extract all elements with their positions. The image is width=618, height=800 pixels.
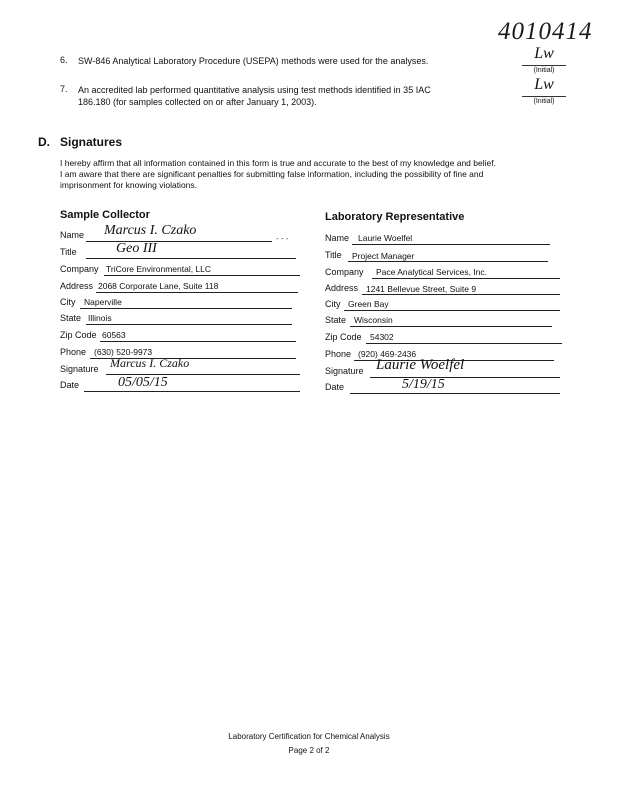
collector-signature: Marcus I. Czako <box>110 356 190 370</box>
section-letter: D. <box>38 135 50 149</box>
collector-city-value: Naperville <box>84 297 122 307</box>
lab-name-line <box>352 244 550 245</box>
lab-city-value: Green Bay <box>348 299 389 309</box>
collector-date-label: Date <box>60 380 80 390</box>
lab-address-value: 1241 Bellevue Street, Suite 9 <box>366 284 477 294</box>
lab-city-label: City <box>325 299 341 309</box>
collector-address-value: 2068 Corporate Lane, Suite 118 <box>98 281 219 291</box>
lab-date-line <box>350 393 560 394</box>
lab-phone-value: (920) 469-2436 <box>358 349 417 359</box>
collector-address-line <box>96 292 298 293</box>
affirmation-line: imprisonment for knowing violations. <box>60 180 198 190</box>
item-number: 6. <box>60 55 68 65</box>
item-number: 7. <box>60 84 68 94</box>
collector-company-line <box>104 275 300 276</box>
lab-address-line <box>362 294 560 295</box>
lab-city-line <box>344 310 560 311</box>
collector-state-value: Illinois <box>88 313 112 323</box>
collector-name-label: Name <box>60 230 85 240</box>
collector-heading: Sample Collector <box>60 209 150 221</box>
collector-city-line <box>80 308 292 309</box>
collector-date-value: 05/05/15 <box>118 375 168 390</box>
collector-zip-line <box>100 341 296 342</box>
footer-title: Laboratory Certification for Chemical Analysis <box>228 732 390 741</box>
lab-phone-label: Phone <box>325 349 352 359</box>
lab-title-label: Title <box>325 250 342 260</box>
lab-signature-label: Signature <box>325 366 364 376</box>
collector-zip-label: Zip Code <box>60 330 97 340</box>
collector-signature-label: Signature <box>60 364 99 374</box>
initial-line <box>522 65 566 66</box>
lab-signature-line <box>370 377 560 378</box>
lab-zip-value: 54302 <box>370 332 394 342</box>
lab-title-line <box>348 261 548 262</box>
collector-company-value: TriCore Environmental, LLC <box>106 264 212 274</box>
item-text: An accredited lab performed quantitative analysis using test methods identified in 35 IAC <box>78 85 431 95</box>
dash-mark: - - - <box>276 234 289 243</box>
lab-company-line <box>372 278 560 279</box>
page-reference-number: 4010414 <box>498 18 593 45</box>
lab-company-label: Company <box>325 267 364 277</box>
lab-heading: Laboratory Representative <box>325 211 465 223</box>
collector-company-label: Company <box>60 264 99 274</box>
collector-title-value: Geo III <box>116 241 157 256</box>
collector-phone-value: (630) 520-9973 <box>94 347 153 357</box>
collector-name-value: Marcus I. Czako <box>104 223 197 238</box>
collector-phone-label: Phone <box>60 347 87 357</box>
collector-title-line <box>86 258 296 259</box>
lab-signature: Laurie Woelfel <box>376 357 465 373</box>
collector-address-label: Address <box>60 281 94 291</box>
initial-handwriting: Lw <box>534 45 554 62</box>
lab-state-line <box>350 326 552 327</box>
collector-state-line <box>86 324 292 325</box>
initial-line <box>522 96 566 97</box>
lab-zip-line <box>366 343 562 344</box>
lab-state-value: Wisconsin <box>354 315 393 325</box>
initial-label: (Initial) <box>533 98 555 105</box>
section-title: Signatures <box>60 135 123 149</box>
lab-date-value: 5/19/15 <box>402 377 445 392</box>
collector-title-label: Title <box>60 247 77 257</box>
lab-name-value: Laurie Woelfel <box>358 233 413 243</box>
lab-address-label: Address <box>325 283 359 293</box>
item-text: SW-846 Analytical Laboratory Procedure (USEPA) methods were used for the analyses. <box>78 56 429 66</box>
collector-zip-value: 60563 <box>102 330 126 340</box>
affirmation-line: I hereby affirm that all information contained in this form is true and accurate to the best of my knowledge and belief. <box>60 158 496 168</box>
collector-date-line <box>84 391 300 392</box>
lab-title-value: Project Manager <box>352 251 415 261</box>
initial-handwriting: Lw <box>534 76 554 93</box>
affirmation-line: I am aware that there are significant penalties for submitting false information, including the possibility of fine and <box>60 169 484 179</box>
lab-state-label: State <box>325 315 347 325</box>
item-text: 186.180 (for samples collected on or after January 1, 2003). <box>78 97 317 107</box>
collector-name-line <box>86 241 272 242</box>
lab-date-label: Date <box>325 382 345 392</box>
lab-name-label: Name <box>325 233 350 243</box>
initial-label: (Initial) <box>533 67 555 74</box>
collector-city-label: City <box>60 297 76 307</box>
lab-company-value: Pace Analytical Services, Inc. <box>376 267 488 277</box>
footer-page-number: Page 2 of 2 <box>288 746 330 755</box>
collector-state-label: State <box>60 313 82 323</box>
lab-zip-label: Zip Code <box>325 332 362 342</box>
